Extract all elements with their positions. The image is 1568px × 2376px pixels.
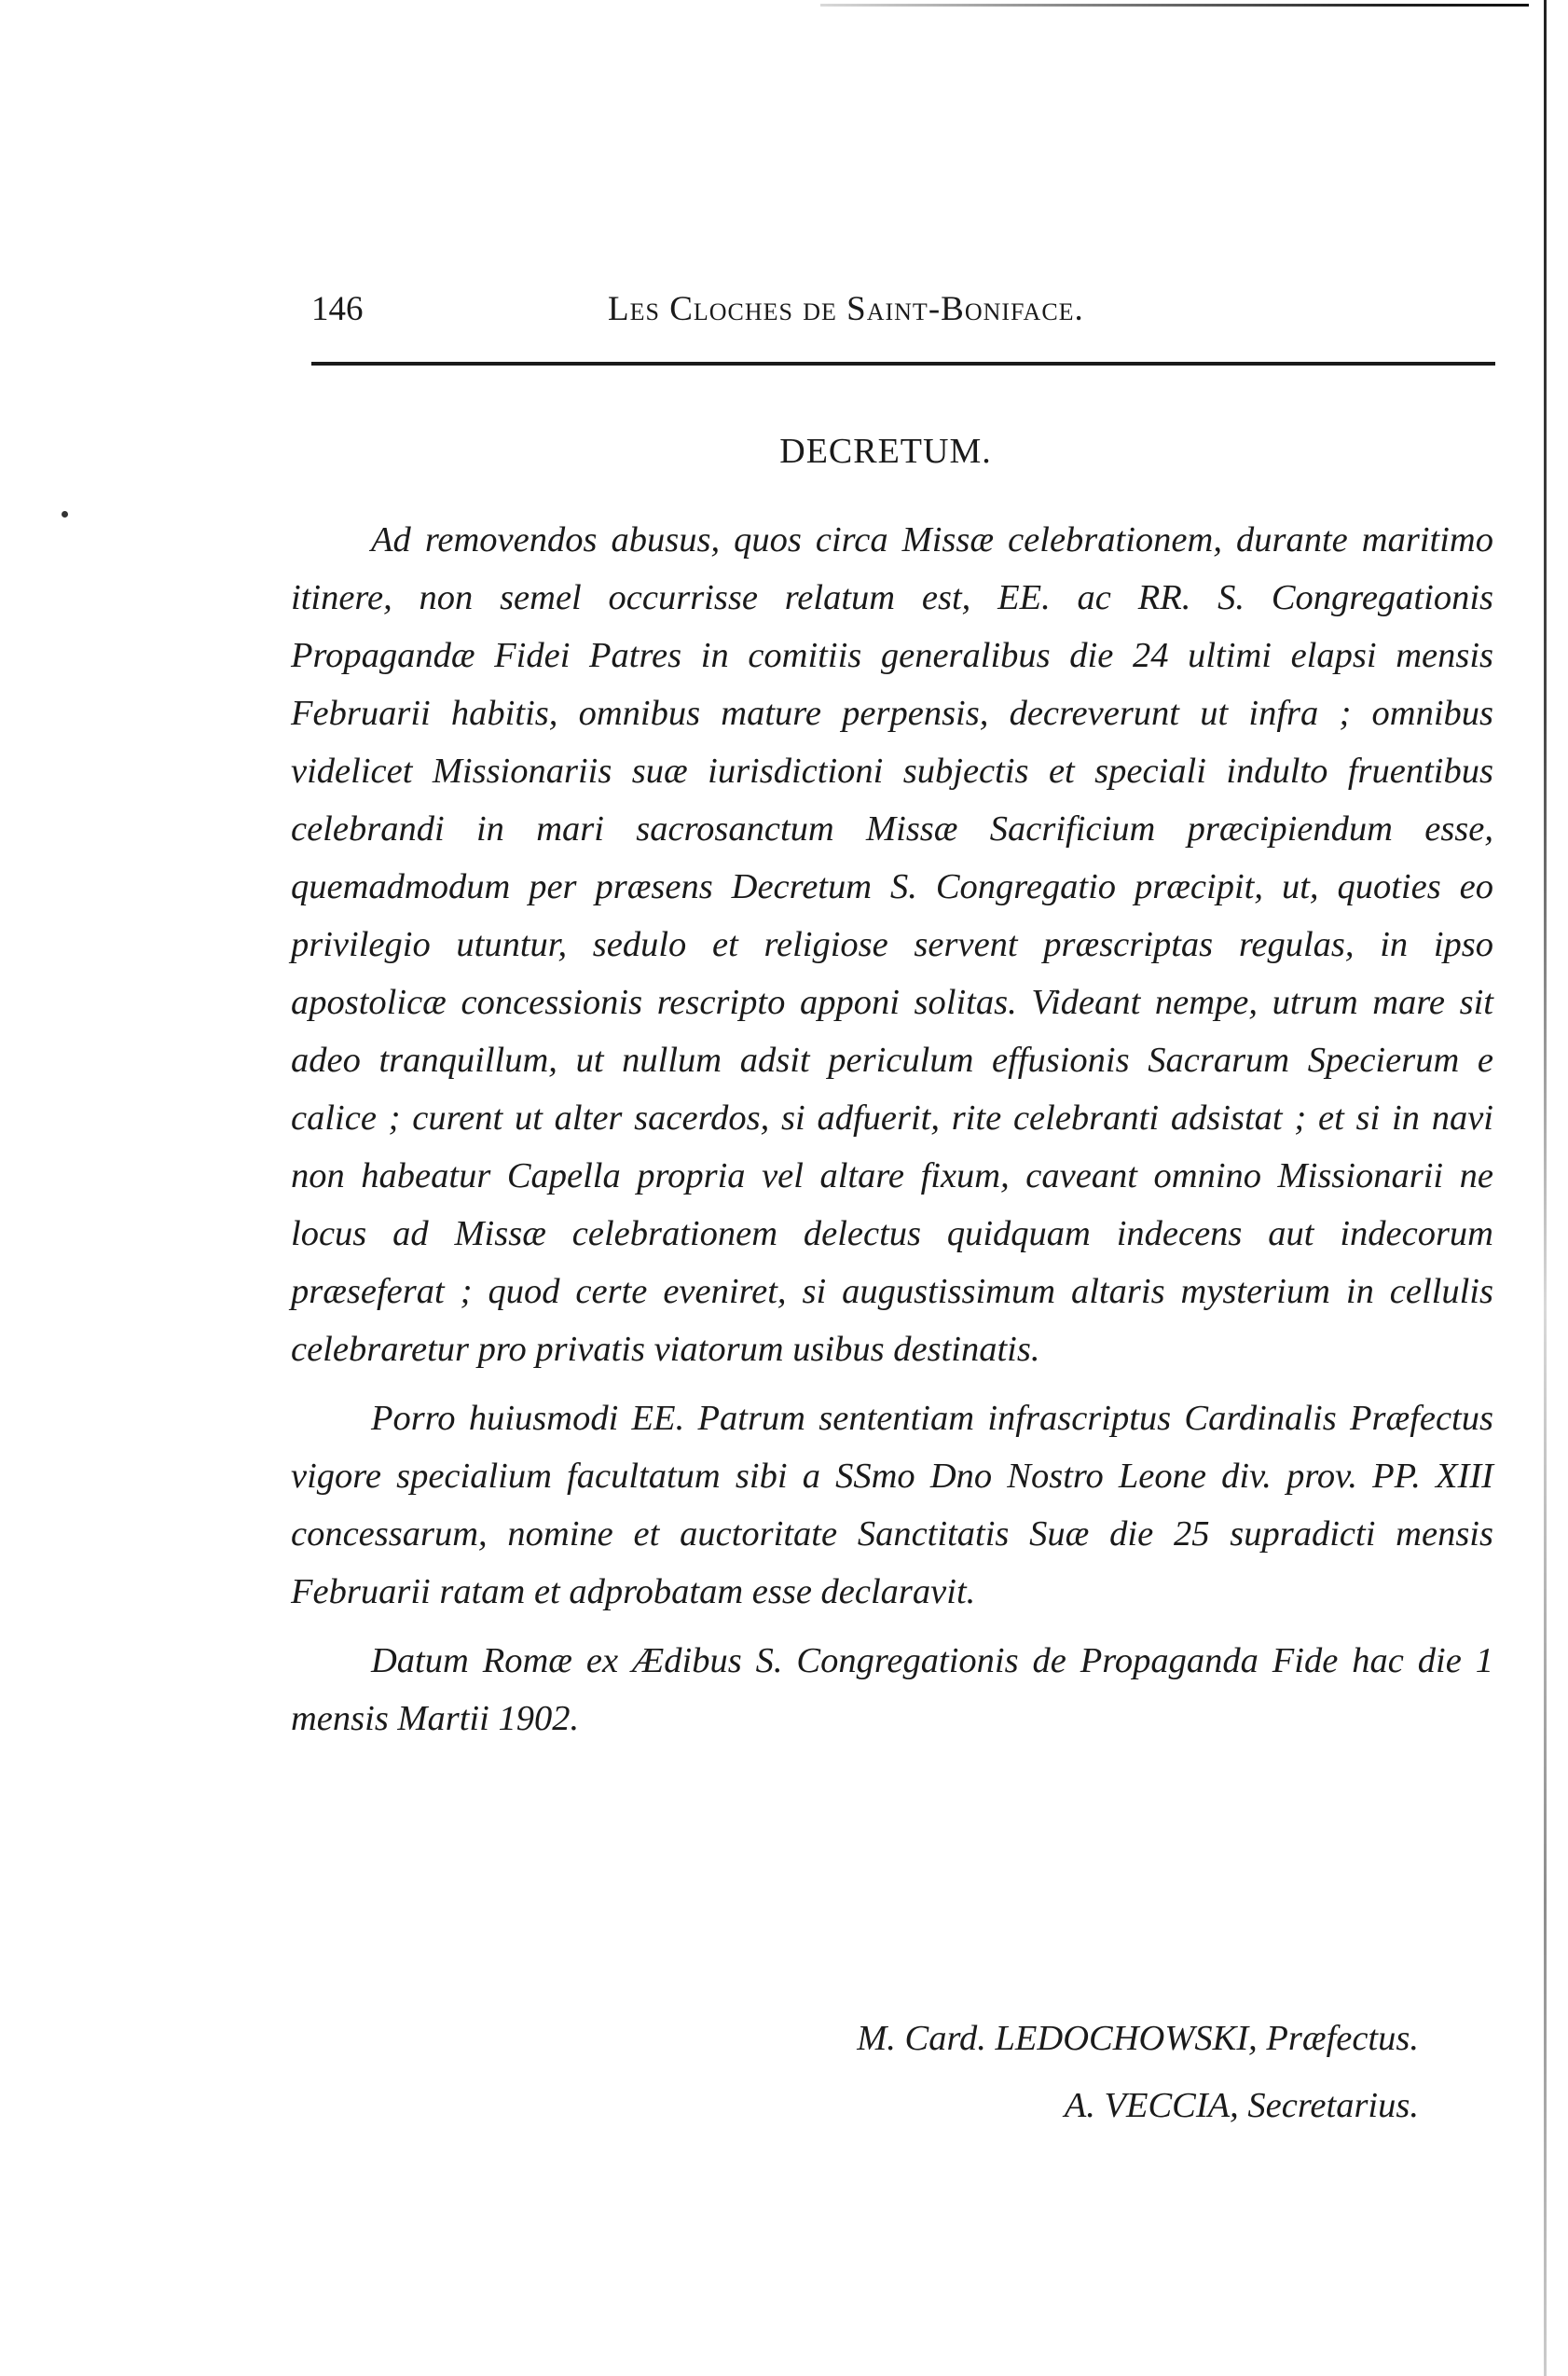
document-body — [291, 511, 1493, 1759]
header-rule — [311, 362, 1495, 366]
scan-edge-right — [1544, 0, 1547, 2376]
paragraph-approval: Porro huiusmodi EE. Patrum sententiam infrascriptus Cardinalis Præfectus vigore specialium facultatum sibi a SSmo Dno Nostro Leone div. prov. PP. XIII concessarum, nomine et auctoritate Sanctitatis Suæ die 25 supradicti mensis Februarii ratam et adprobatam esse declaravit. — [291, 1399, 1493, 1611]
paragraph-decree: Ad removendos abusus, quos circa Missæ celebrationem, durante maritimo itinere, non semel occurrisse relatum est, EE. ac RR. S. Congregationis Propagandæ Fidei Patres in comitiis generalibus die 24 ultimi elapsi mensis Februarii habitis, omnibus mature perpensis, decreverunt ut infra ; omnibus videlicet Missionariis suæ iurisdictioni subjectis et speciali indulto fruentibus celebrandi in mari sacrosanctum Missæ Sacrificium præcipiendum esse, quemadmodum per præsens Decretum S. Congregatio præcipit, ut, quoties eo privilegio utuntur, sedulo et religiose servent præscriptas regulas, in ipso apostolicæ concessionis rescripto apponi solitas. Videant nempe, utrum mare sit adeo tranquillum, ut nullum adsit periculum effusionis Sacrarum Specierum e calice ; curent ut alter sacerdos, si adfuerit, rite celebranti adsistat ; et si in navi non habeatur Capella propria vel altare fixum, caveant omnino Missionarii ne locus ad Missæ celebrationem delectus quidquam indecens aut indecorum præseferat ; quod certe eveniret, si augustissimum altaris mysterium in cellulis celebraretur pro privatis viatorum usibus destinatis. — [291, 520, 1493, 1369]
signature-block — [857, 2005, 1419, 2139]
paragraph-datum: Datum Romæ ex Ædibus S. Congregationis de Propaganda Fide hac die 1 mensis Martii 1902. — [291, 1641, 1493, 1738]
scan-speck — [62, 511, 68, 518]
running-header — [311, 289, 1495, 345]
running-title: Les Cloches de Saint-Boniface. — [608, 290, 1084, 328]
scan-edge-top — [820, 4, 1529, 7]
signature-secretary: A. VECCIA, Secretarius. — [1064, 2086, 1419, 2125]
page-number: 146 — [311, 290, 364, 328]
document-title: DECRETUM. — [779, 432, 992, 471]
signature-prefect: M. Card. LEDOCHOWSKI, Præfectus. — [857, 2019, 1419, 2058]
